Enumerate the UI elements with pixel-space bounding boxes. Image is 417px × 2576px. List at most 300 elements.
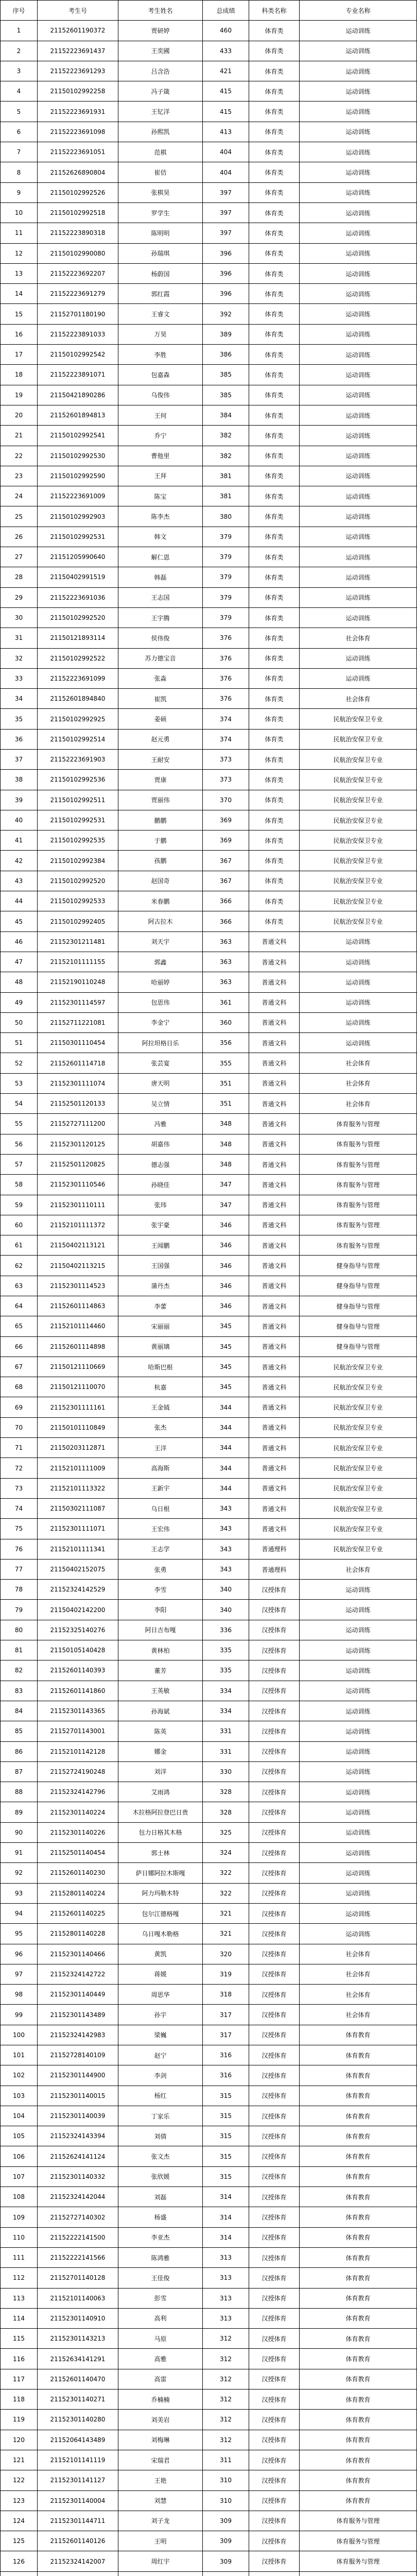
cell-exam-id: 21152301111161 [38, 1397, 118, 1417]
cell-category: 体育类 [249, 446, 300, 466]
table-row [1, 810, 417, 830]
cell-serial: 92 [1, 1863, 38, 1883]
cell-major: 体育教育 [300, 2126, 417, 2146]
table-row [1, 1195, 417, 1215]
cell-major: 民航治安保卫专业 [300, 851, 417, 871]
cell-major: 体育服务与管理 [300, 1114, 417, 1134]
table-row [1, 2268, 417, 2288]
cell-serial: 84 [1, 1701, 38, 1721]
cell-score: 322 [203, 1883, 249, 1903]
cell-exam-id: 21152222141500 [38, 2227, 118, 2247]
cell-major: 运动训练 [300, 1782, 417, 1802]
cell-name: 张棋昊 [118, 182, 203, 202]
cell-score: 312 [203, 2389, 249, 2410]
cell-score: 367 [203, 851, 249, 871]
table-row [1, 162, 417, 182]
cell-serial: 103 [1, 2086, 38, 2106]
cell-exam-id: 21150102992531 [38, 810, 118, 830]
cell-exam-id: 21152301140271 [38, 2389, 118, 2410]
table-row [1, 446, 417, 466]
cell-category: 汉授体育 [249, 1843, 300, 1863]
cell-category: 体育类 [249, 689, 300, 709]
table-row [1, 1701, 417, 1721]
cell-major: 体育教育 [300, 2025, 417, 2045]
cell-score: 348 [203, 1154, 249, 1174]
cell-category: 体育类 [249, 21, 300, 41]
cell-serial: 88 [1, 1782, 38, 1802]
cell-major: 民航治安保卫专业 [300, 831, 417, 851]
cell-category: 普通文科 [249, 992, 300, 1012]
cell-name: 彭雪 [118, 2288, 203, 2308]
cell-serial: 74 [1, 1498, 38, 1518]
cell-name: 阿古拉木 [118, 911, 203, 931]
cell-score: 344 [203, 1438, 249, 1458]
cell-exam-id: 21152223691903 [38, 749, 118, 769]
cell-exam-id: 21152101111155 [38, 952, 118, 972]
cell-major: 运动训练 [300, 466, 417, 486]
cell-major: 社会体育 [300, 1985, 417, 2005]
cell-exam-id: 21150402113215 [38, 1256, 118, 1276]
cell-major: 社会体育 [300, 1073, 417, 1093]
cell-score: 313 [203, 2308, 249, 2328]
cell-category: 普通文科 [249, 1256, 300, 1276]
cell-category: 普通理科 [249, 1539, 300, 1559]
cell-category: 普通文科 [249, 1478, 300, 1498]
cell-category: 普通文科 [249, 1195, 300, 1215]
cell-serial: 14 [1, 284, 38, 304]
cell-exam-id: 21152301140224 [38, 1802, 118, 1822]
cell-exam-id: 21152223691279 [38, 284, 118, 304]
cell-name: 吕含浩 [118, 61, 203, 81]
cell-serial: 69 [1, 1397, 38, 1417]
cell-major: 民航治安保卫专业 [300, 770, 417, 790]
cell-major: 运动训练 [300, 1721, 417, 1741]
cell-major: 民航治安保卫专业 [300, 1377, 417, 1397]
cell-serial: 59 [1, 1195, 38, 1215]
cell-exam-id: 21152801140224 [38, 1883, 118, 1903]
cell-category: 汉授体育 [249, 1600, 300, 1620]
cell-score: 373 [203, 749, 249, 769]
cell-major: 社会体育 [300, 1964, 417, 1984]
cell-category: 体育类 [249, 263, 300, 283]
cell-name: 张玮 [118, 1195, 203, 1215]
cell-major: 体育教育 [300, 2470, 417, 2490]
cell-serial: 79 [1, 1600, 38, 1620]
cell-exam-id: 21152301143213 [38, 2329, 118, 2349]
cell-category: 体育类 [249, 709, 300, 729]
cell-score: 330 [203, 1761, 249, 1782]
cell-category: 体育类 [249, 911, 300, 931]
table-row [1, 2065, 417, 2086]
table-row [1, 2288, 417, 2308]
cell-category: 体育类 [249, 506, 300, 527]
cell-major: 民航治安保卫专业 [300, 1539, 417, 1559]
cell-exam-id: 21152301144711 [38, 2511, 118, 2531]
table-row [1, 607, 417, 628]
cell-major: 民航治安保卫专业 [300, 1458, 417, 1478]
cell-category: 汉授体育 [249, 1964, 300, 1984]
table-row [1, 61, 417, 81]
cell-serial: 60 [1, 1215, 38, 1235]
cell-score: 433 [203, 41, 249, 61]
cell-major: 体育教育 [300, 2045, 417, 2065]
cell-major: 健身指导与管理 [300, 1256, 417, 1276]
cell-name: 杨红 [118, 2086, 203, 2106]
cell-category: 汉授体育 [249, 2207, 300, 2227]
table-row [1, 871, 417, 891]
cell-name: 王国强 [118, 1256, 203, 1276]
cell-serial: 125 [1, 2531, 38, 2551]
cell-score: 415 [203, 81, 249, 101]
cell-serial: 98 [1, 1985, 38, 2005]
cell-category: 体育类 [249, 284, 300, 304]
cell-serial: 56 [1, 1134, 38, 1154]
cell-exam-id: 21152701140128 [38, 2268, 118, 2288]
cell-major: 民航治安保卫专业 [300, 749, 417, 769]
cell-serial: 35 [1, 709, 38, 729]
cell-score: 379 [203, 547, 249, 567]
cell-major: 体育教育 [300, 2207, 417, 2227]
cell-serial: 57 [1, 1154, 38, 1174]
cell-score: 321 [203, 1903, 249, 1923]
cell-serial: 2 [1, 41, 38, 61]
cell-exam-id: 21152301114523 [38, 1276, 118, 1296]
cell-serial: 65 [1, 1316, 38, 1336]
cell-score: 345 [203, 1357, 249, 1377]
table-row [1, 2146, 417, 2166]
cell-category: 体育类 [249, 385, 300, 405]
cell-category: 体育类 [249, 648, 300, 668]
cell-category: 汉授体育 [249, 2470, 300, 2490]
cell-serial: 120 [1, 2430, 38, 2450]
cell-serial: 75 [1, 1519, 38, 1539]
table-row [1, 1377, 417, 1397]
cell-name: 姜硕 [118, 709, 203, 729]
cell-serial: 31 [1, 628, 38, 648]
cell-score: 343 [203, 1498, 249, 1518]
cell-exam-id: 21152501120133 [38, 1094, 118, 1114]
cell-category: 体育类 [249, 61, 300, 81]
cell-major: 运动训练 [300, 263, 417, 283]
cell-serial: 12 [1, 243, 38, 263]
cell-major: 运动训练 [300, 1924, 417, 1944]
cell-name: 王新宇 [118, 1478, 203, 1498]
cell-exam-id: 21151205990640 [38, 547, 118, 567]
cell-score: 312 [203, 2369, 249, 2389]
table-row [1, 1256, 417, 1276]
cell-exam-id: 21150402152075 [38, 1559, 118, 1579]
cell-name: 王洋 [118, 1438, 203, 1458]
table-row [1, 101, 417, 122]
cell-serial: 36 [1, 729, 38, 749]
cell-serial: 58 [1, 1175, 38, 1195]
table-row [1, 648, 417, 668]
cell-category: 体育类 [249, 547, 300, 567]
cell-serial: 72 [1, 1458, 38, 1478]
cell-name: 冯雅 [118, 1114, 203, 1134]
cell-serial: 113 [1, 2288, 38, 2308]
cell-name: 孙晓佳 [118, 1175, 203, 1195]
cell-major: 体育服务与管理 [300, 1195, 417, 1215]
cell-score: 321 [203, 1924, 249, 1944]
cell-name: 乌日嘎木勒格 [118, 1924, 203, 1944]
cell-serial: 5 [1, 101, 38, 122]
cell-category: 普通文科 [249, 1397, 300, 1417]
cell-exam-id: 21152064143489 [38, 2430, 118, 2450]
table-row [1, 1336, 417, 1357]
cell-exam-id: 21150102992526 [38, 182, 118, 202]
cell-category: 体育类 [249, 628, 300, 648]
cell-name: 李胜 [118, 345, 203, 365]
cell-name: 郭士林 [118, 1843, 203, 1863]
cell-name: 王睿文 [118, 304, 203, 324]
table-row [1, 1357, 417, 1377]
cell-serial: 96 [1, 1944, 38, 1964]
cell-serial: 118 [1, 2389, 38, 2410]
cell-major: 体育教育 [300, 2065, 417, 2086]
cell-serial: 100 [1, 2025, 38, 2045]
cell-exam-id: 21152223691009 [38, 486, 118, 506]
cell-name: 蒲丹杰 [118, 1276, 203, 1296]
cell-serial: 117 [1, 2369, 38, 2389]
cell-major: 体育教育 [300, 2490, 417, 2511]
table-row [1, 567, 417, 587]
cell-category: 普通文科 [249, 1357, 300, 1377]
cell-exam-id: 21152101140063 [38, 2288, 118, 2308]
cell-major: 运动训练 [300, 648, 417, 668]
table-row [1, 1822, 417, 1842]
table-row [1, 1600, 417, 1620]
table-row [1, 1559, 417, 1579]
cell-major: 民航治安保卫专业 [300, 871, 417, 891]
cell-name: 张淼 [118, 668, 203, 688]
table-row [1, 426, 417, 446]
table-row [1, 142, 417, 162]
cell-name [118, 2571, 203, 2576]
cell-score: 396 [203, 243, 249, 263]
cell-exam-id: 21152101111372 [38, 1215, 118, 1235]
cell-name: 王佳俊 [118, 2268, 203, 2288]
cell-category: 汉授体育 [249, 2349, 300, 2369]
cell-exam-id: 21152301140226 [38, 1822, 118, 1842]
cell-serial: 41 [1, 831, 38, 851]
cell-name: 阿力玛勒木特 [118, 1883, 203, 1903]
cell-serial: 99 [1, 2005, 38, 2025]
cell-serial: 102 [1, 2065, 38, 2086]
cell-exam-id: 21152325140276 [38, 1620, 118, 1640]
cell-exam-id: 21152601114863 [38, 1296, 118, 1316]
cell-score: 344 [203, 1417, 249, 1437]
table-row [1, 1235, 417, 1256]
cell-name: 萨日娜阿拉木斯嘎 [118, 1863, 203, 1883]
cell-serial: 18 [1, 365, 38, 385]
cell-exam-id: 21150102990080 [38, 243, 118, 263]
cell-score: 344 [203, 1478, 249, 1498]
cell-serial: 116 [1, 2349, 38, 2369]
cell-score: 376 [203, 628, 249, 648]
cell-name: 胡嘉伟 [118, 1134, 203, 1154]
cell-exam-id: 21150102992511 [38, 790, 118, 810]
cell-category: 普通文科 [249, 972, 300, 992]
cell-category: 普通文科 [249, 1215, 300, 1235]
header-serial: 序号 [1, 1, 38, 21]
cell-serial: 54 [1, 1094, 38, 1114]
table-row [1, 182, 417, 202]
cell-serial: 52 [1, 1053, 38, 1073]
cell-category: 汉授体育 [249, 2025, 300, 2045]
cell-category: 普通文科 [249, 1458, 300, 1478]
cell-category: 普通文科 [249, 1154, 300, 1174]
cell-name: 阿拉坦格日乐 [118, 1033, 203, 1053]
cell-name: 韩文 [118, 527, 203, 547]
cell-category: 汉授体育 [249, 1620, 300, 1640]
cell-serial: 16 [1, 324, 38, 344]
table-row [1, 2450, 417, 2470]
cell-name: 董芳 [118, 1660, 203, 1681]
cell-name: 娜金 [118, 1741, 203, 1761]
table-row [1, 831, 417, 851]
table-row [1, 2551, 417, 2571]
cell-exam-id: 21152301140004 [38, 2490, 118, 2511]
cell-exam-id: 21152601140230 [38, 1863, 118, 1883]
cell-serial: 114 [1, 2308, 38, 2328]
cell-score: 313 [203, 2247, 249, 2267]
table-row [1, 2045, 417, 2065]
cell-name: 赵宁 [118, 2045, 203, 2065]
cell-category: 汉授体育 [249, 2308, 300, 2328]
cell-serial: 76 [1, 1539, 38, 1559]
cell-major: 运动训练 [300, 952, 417, 972]
cell-exam-id: 21150301110454 [38, 1033, 118, 1053]
cell-exam-id: 21152324143394 [38, 2126, 118, 2146]
cell-category: 汉授体育 [249, 2126, 300, 2146]
cell-name: 刘磊 [118, 2187, 203, 2207]
cell-major: 运动训练 [300, 607, 417, 628]
cell-major: 体育教育 [300, 2410, 417, 2430]
cell-name: 高利 [118, 2308, 203, 2328]
cell-score: 309 [203, 2551, 249, 2571]
cell-serial: 83 [1, 1681, 38, 1701]
cell-major: 民航治安保卫专业 [300, 1438, 417, 1458]
cell-exam-id: 21152301140015 [38, 2086, 118, 2106]
cell-major: 运动训练 [300, 1883, 417, 1903]
cell-name: 王宇腾 [118, 607, 203, 628]
cell-major: 运动训练 [300, 1802, 417, 1822]
cell-category: 汉授体育 [249, 2410, 300, 2430]
cell-serial: 94 [1, 1903, 38, 1923]
cell-score: 376 [203, 689, 249, 709]
table-row [1, 668, 417, 688]
cell-exam-id: 21152301110546 [38, 1175, 118, 1195]
cell-serial: 27 [1, 547, 38, 567]
cell-serial: 81 [1, 1640, 38, 1660]
table-row [1, 2470, 417, 2490]
cell-major: 运动训练 [300, 81, 417, 101]
cell-exam-id: 21150102992405 [38, 911, 118, 931]
table-row [1, 2187, 417, 2207]
table-row [1, 2005, 417, 2025]
cell-major: 运动训练 [300, 1843, 417, 1863]
cell-category: 普通理科 [249, 1559, 300, 1579]
cell-category: 汉授体育 [249, 1660, 300, 1681]
cell-name: 王金钺 [118, 1397, 203, 1417]
cell-serial: 9 [1, 182, 38, 202]
cell-score: 356 [203, 1033, 249, 1053]
cell-serial: 24 [1, 486, 38, 506]
cell-score: 351 [203, 1094, 249, 1114]
cell-serial: 20 [1, 405, 38, 425]
cell-serial: 89 [1, 1802, 38, 1822]
cell-name: 乔宁 [118, 426, 203, 446]
cell-serial: 50 [1, 1012, 38, 1032]
cell-serial: 44 [1, 891, 38, 911]
cell-major: 运动训练 [300, 1600, 417, 1620]
cell-category: 普通文科 [249, 1094, 300, 1114]
cell-major: 体育服务与管理 [300, 1175, 417, 1195]
cell-major [300, 2571, 417, 2576]
cell-score: 367 [203, 871, 249, 891]
cell-exam-id: 21152301140910 [38, 2308, 118, 2328]
cell-exam-id [38, 2571, 118, 2576]
cell-major: 运动训练 [300, 527, 417, 547]
cell-name: 黄林柏 [118, 1640, 203, 1660]
cell-exam-id: 21152301140466 [38, 1944, 118, 1964]
cell-major: 运动训练 [300, 1903, 417, 1923]
cell-category: 汉授体育 [249, 2288, 300, 2308]
cell-score: 373 [203, 770, 249, 790]
cell-category: 体育类 [249, 851, 300, 871]
cell-major: 民航治安保卫专业 [300, 790, 417, 810]
cell-category: 体育类 [249, 365, 300, 385]
cell-score: 374 [203, 709, 249, 729]
cell-serial: 17 [1, 345, 38, 365]
cell-exam-id: 21152601894840 [38, 689, 118, 709]
table-row [1, 41, 417, 61]
cell-score: 421 [203, 61, 249, 81]
cell-category: 体育类 [249, 527, 300, 547]
cell-serial: 37 [1, 749, 38, 769]
cell-name: 刘倩 [118, 2126, 203, 2146]
cell-major: 体育教育 [300, 2329, 417, 2349]
cell-major: 体育服务与管理 [300, 1154, 417, 1174]
cell-major: 运动训练 [300, 1640, 417, 1660]
cell-name: 杨盛 [118, 2207, 203, 2227]
cell-category: 体育类 [249, 182, 300, 202]
table-row [1, 1175, 417, 1195]
cell-serial: 15 [1, 304, 38, 324]
cell-category: 普通文科 [249, 1336, 300, 1357]
table-row [1, 2086, 417, 2106]
cell-serial: 105 [1, 2126, 38, 2146]
cell-score: 382 [203, 426, 249, 446]
cell-score: 376 [203, 668, 249, 688]
header-major: 专业名称 [300, 1, 417, 21]
cell-category: 体育类 [249, 162, 300, 182]
cell-category: 汉授体育 [249, 2389, 300, 2410]
cell-name: 陈李杰 [118, 506, 203, 527]
cell-category: 汉授体育 [249, 2490, 300, 2511]
table-row [1, 1539, 417, 1559]
cell-exam-id: 21150101110849 [38, 1417, 118, 1437]
cell-category: 体育类 [249, 729, 300, 749]
cell-exam-id: 21152301120125 [38, 1134, 118, 1154]
cell-serial: 34 [1, 689, 38, 709]
table-row [1, 1478, 417, 1498]
cell-score: 363 [203, 972, 249, 992]
table-row [1, 1944, 417, 1964]
cell-score: 404 [203, 162, 249, 182]
table-row [1, 2329, 417, 2349]
